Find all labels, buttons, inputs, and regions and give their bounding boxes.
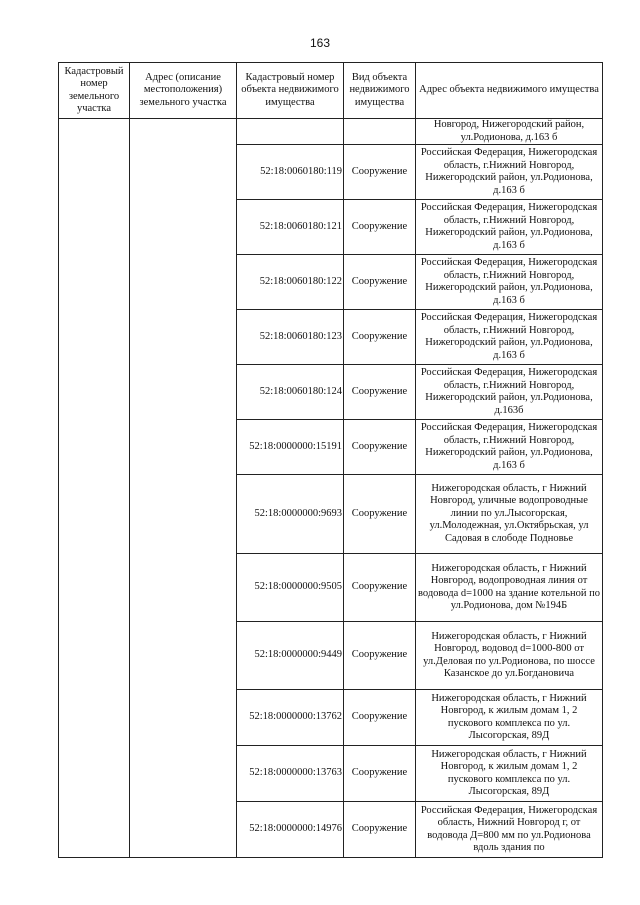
object-cadastral-cell: 52:18:0060180:119 [237, 145, 344, 200]
object-cadastral-cell: 52:18:0000000:9693 [237, 475, 344, 554]
object-address-cell: Российская Федерация, Нижегородская область, г.Нижний Новгород, Нижегородский район, ул.Родионова, д.163 б [416, 420, 603, 475]
property-table [58, 62, 603, 858]
object-address-cell: Российская Федерация, Нижегородская область, г.Нижний Новгород, Нижегородский район, ул.Родионова, д.163б [416, 365, 603, 420]
object-address-cell: Российская Федерация, Нижегородская область, г.Нижний Новгород, Нижегородский район, ул.Родионова, д.163 б [416, 145, 603, 200]
object-kind-cell: Сооружение [344, 420, 416, 475]
object-cadastral-cell: 52:18:0000000:9449 [237, 622, 344, 690]
object-cadastral-cell: 52:18:0000000:13762 [237, 690, 344, 746]
header-object-kind: Вид объекта недвижимого имущества [344, 63, 416, 119]
object-kind-cell: Сооружение [344, 690, 416, 746]
object-cadastral-cell: 52:18:0060180:121 [237, 200, 344, 255]
object-address-cell: Нижегородская область, г Нижний Новгород, водопроводная линия от водовода d=1000 на здание котельной по ул.Родионова, дом №194Б [416, 554, 603, 622]
object-cadastral-cell: 52:18:0000000:13763 [237, 746, 344, 802]
object-kind-cell: Сооружение [344, 475, 416, 554]
object-address-cell: Нижегородская область, г Нижний Новгород, уличные водопроводные линии по ул.Лысогорская, ул.Молодежная, ул.Октябрьская, ул Садовая в слободе Подновье [416, 475, 603, 554]
header-land-cadastral: Кадастровый номер земельного участка [59, 63, 130, 119]
header-object-address: Адрес объекта недвижимого имущества [416, 63, 603, 119]
object-cadastral-cell: 52:18:0000000:14976 [237, 802, 344, 858]
object-cadastral-cell: 52:18:0060180:124 [237, 365, 344, 420]
table-row [59, 119, 603, 145]
object-kind-cell: Сооружение [344, 145, 416, 200]
page-number: 163 [309, 36, 331, 50]
header-object-cadastral: Кадастровый номер объекта недвижимого имущества [237, 63, 344, 119]
object-address-cell: Российская Федерация, Нижегородская область, г.Нижний Новгород, Нижегородский район, ул.Родионова, д.163 б [416, 200, 603, 255]
object-kind-cell: Сооружение [344, 310, 416, 365]
object-cadastral-cell: 52:18:0060180:122 [237, 255, 344, 310]
object-address-cell: Российская Федерация, Нижегородская область, г.Нижний Новгород, Нижегородский район, ул.Родионова, д.163 б [416, 310, 603, 365]
object-cadastral-cell: 52:18:0000000:15191 [237, 420, 344, 475]
object-address-cell: Нижегородская область, г Нижний Новгород, к жилым домам 1, 2 пускового комплекса по ул. Лысогорская, 89Д [416, 746, 603, 802]
object-address-cell: Российская Федерация, Нижегородская область, г.Нижний Новгород, Нижегородский район, ул.Родионова, д.163 б [416, 255, 603, 310]
object-cadastral-cell: 52:18:0000000:9505 [237, 554, 344, 622]
object-address-cell: Новгород, Нижегородский район, ул.Родионова, д.163 б [416, 119, 603, 145]
object-kind-cell: Сооружение [344, 554, 416, 622]
object-address-cell: Нижегородская область, г Нижний Новгород, водовод d=1000-800 от ул.Деловая по ул.Родионова, по шоссе Казанское до ул.Богдановича [416, 622, 603, 690]
object-address-cell: Нижегородская область, г Нижний Новгород, к жилым домам 1, 2 пускового комплекса по ул. Лысогорская, 89Д [416, 690, 603, 746]
object-kind-cell: Сооружение [344, 365, 416, 420]
object-cadastral-cell: 52:18:0060180:123 [237, 310, 344, 365]
object-kind-cell: Сооружение [344, 746, 416, 802]
header-land-address: Адрес (описание местоположения) земельного участка [130, 63, 237, 119]
land-cadastral-cell [59, 119, 130, 858]
land-address-cell [130, 119, 237, 858]
object-kind-cell: Сооружение [344, 255, 416, 310]
object-kind-cell: Сооружение [344, 200, 416, 255]
table-header-row [59, 63, 603, 119]
object-kind-cell [344, 119, 416, 145]
object-cadastral-cell [237, 119, 344, 145]
object-kind-cell: Сооружение [344, 622, 416, 690]
object-kind-cell: Сооружение [344, 802, 416, 858]
object-address-cell: Российская Федерация, Нижегородская область, Нижний Новгород г, от водовода Д=800 мм по ул.Родионова вдоль здания по [416, 802, 603, 858]
